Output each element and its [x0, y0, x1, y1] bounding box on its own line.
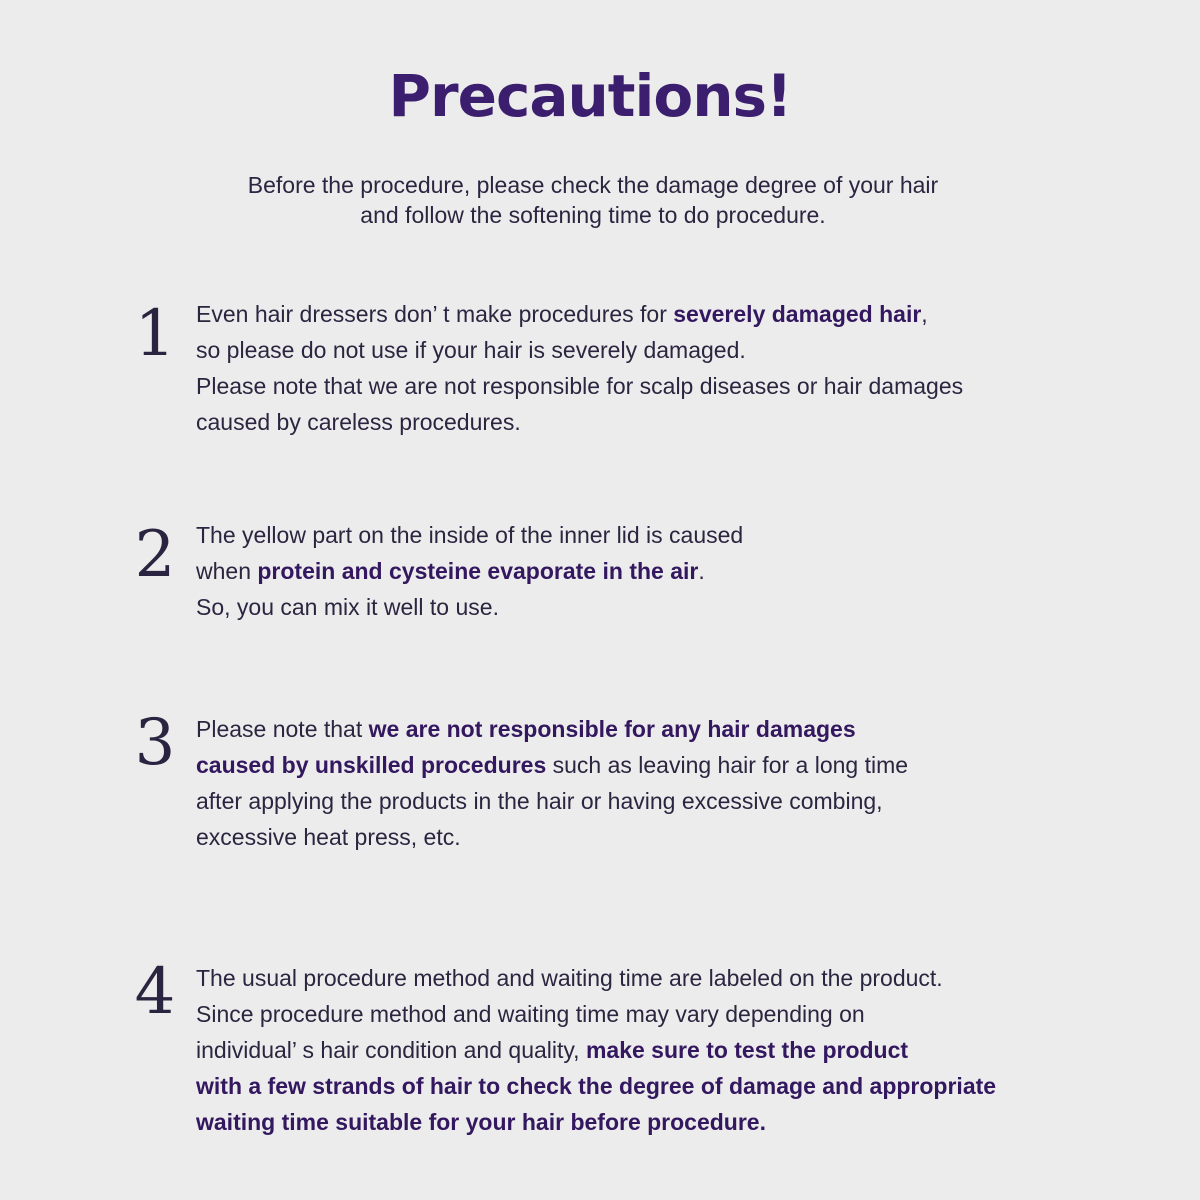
text-span: individual’ s hair condition and quality, [196, 1037, 586, 1063]
item-text [196, 517, 743, 625]
bold-text: with a few strands of hair to check the degree of damage and appropriate [196, 1073, 997, 1099]
text-line [196, 368, 963, 404]
text-line [196, 747, 908, 783]
text-line [196, 1032, 996, 1068]
bold-text: severely damaged hair [673, 301, 922, 327]
text-span: Please note that [196, 716, 369, 742]
text-span: excessive heat press, etc. [196, 824, 461, 850]
text-span: , [921, 301, 928, 327]
intro-line: Before the procedure, please check the damage degree of your hair [247, 172, 939, 198]
text-span: Even hair dressers don’ t make procedures for [196, 301, 674, 327]
text-span: The usual procedure method and waiting time are labeled on the product. [196, 965, 943, 991]
text-span: such as leaving hair for a long time [546, 752, 909, 778]
bold-text: protein and cysteine evaporate in the air [257, 558, 699, 584]
item-number: 2 [134, 518, 176, 592]
item-text [196, 711, 908, 855]
text-line [196, 996, 996, 1032]
bold-text: make sure to test the product [585, 1037, 909, 1063]
text-line [196, 783, 908, 819]
page-title: Precautions! [388, 62, 792, 130]
text-span: after applying the products in the hair or having excessive combing, [196, 788, 883, 814]
text-line [196, 960, 996, 996]
text-span: so please do not use if your hair is severely damaged. [196, 337, 746, 363]
text-line [196, 553, 743, 589]
bold-text: caused by unskilled procedures [196, 752, 547, 778]
text-line [196, 819, 908, 855]
bold-text: we are not responsible for any hair damages [368, 716, 856, 742]
text-line [196, 711, 908, 747]
text-span: . [698, 558, 705, 584]
intro-text [0, 170, 1186, 230]
text-span: The yellow part on the inside of the inner lid is caused [196, 522, 744, 548]
text-line [196, 1068, 996, 1104]
item-number: 1 [134, 297, 176, 371]
text-line [196, 332, 963, 368]
text-line [196, 404, 963, 440]
bold-text: waiting time suitable for your hair before procedure. [196, 1109, 766, 1135]
text-span: when [196, 558, 258, 584]
item-number: 4 [134, 955, 176, 1029]
text-span: Since procedure method and waiting time may vary depending on [196, 1001, 865, 1027]
text-line [196, 296, 963, 332]
intro-line: and follow the softening time to do procedure. [360, 202, 826, 228]
text-line [196, 517, 743, 553]
item-number: 3 [134, 706, 176, 780]
text-span: So, you can mix it well to use. [196, 594, 499, 620]
text-span: Please note that we are not responsible for scalp diseases or hair damages [196, 373, 964, 399]
text-line [196, 589, 743, 625]
text-span: caused by careless procedures. [196, 409, 521, 435]
item-text [196, 296, 963, 440]
text-line [196, 1104, 996, 1140]
item-text [196, 960, 996, 1140]
